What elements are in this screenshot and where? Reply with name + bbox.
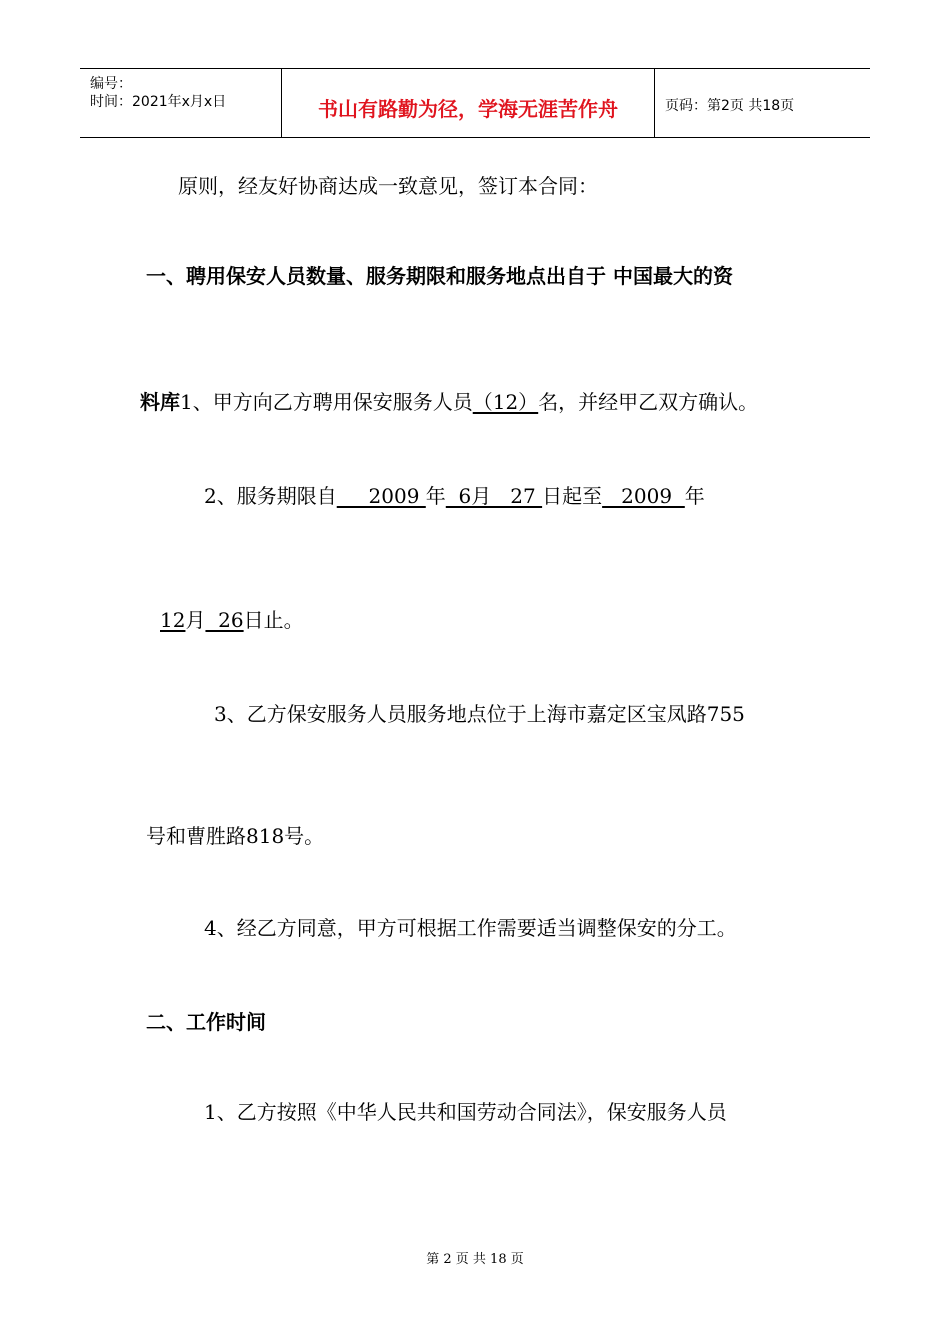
paragraph-item-4: 4、经乙方同意，甲方可根据工作需要适当调整保安的分工。	[204, 916, 737, 940]
item-1-prefix: 料库	[140, 390, 180, 414]
header-page-cell	[655, 69, 870, 137]
paragraph-item-1	[140, 390, 758, 414]
page-footer: 第 2 页 共 18 页	[426, 1252, 524, 1267]
item-2-text-c: 日起至	[542, 484, 603, 508]
header-motto-cell	[282, 69, 655, 137]
section-heading-2: 二、工作时间	[146, 1010, 266, 1034]
paragraph-intro: 原则，经友好协商达成一致意见，签订本合同：	[178, 174, 598, 198]
header-motto: 书山有路勤为径，学海无涯苦作舟	[318, 97, 618, 121]
header-page-info: 页码：第2页 共18页	[665, 98, 795, 114]
item-2-start-year: 2009	[336, 484, 426, 508]
header-table	[80, 68, 870, 138]
section-heading-1: 一、聘用保安人员数量、服务期限和服务地点出自于 中国最大的资	[146, 264, 733, 288]
item-2-end-day: 26	[205, 608, 244, 632]
item-2-cont-text-a: 月	[185, 608, 206, 632]
item-2-end-year: 2009	[602, 484, 685, 508]
paragraph-item-3: 3、乙方保安服务人员服务地点位于上海市嘉定区宝凤路755	[214, 702, 745, 726]
header-meta-cell	[80, 69, 282, 137]
doc-number-label: 编号：	[90, 76, 132, 92]
item-1-text-b: 名，并经甲乙双方确认。	[538, 390, 759, 414]
item-2-start-date: 6月 27	[445, 484, 543, 508]
doc-time-label: 时间：2021年x月x日	[90, 94, 227, 110]
item-2-text-b: 年	[425, 484, 446, 508]
paragraph-item-2-cont	[160, 608, 304, 632]
item-1-count: （12）	[472, 390, 539, 414]
item-1-text-a: 1、甲方向乙方聘用保安服务人员	[180, 390, 473, 414]
item-2-text-d: 年	[684, 484, 705, 508]
paragraph-item-3-cont: 号和曹胜路818号。	[146, 824, 325, 848]
item-2-cont-text-b: 日止。	[243, 608, 304, 632]
paragraph-item-2	[204, 484, 705, 508]
item-2-end-month: 12	[160, 608, 186, 632]
item-2-text-a: 2、服务期限自	[204, 484, 337, 508]
paragraph-work-time-1: 1、乙方按照《中华人民共和国劳动合同法》，保安服务人员	[204, 1100, 727, 1124]
